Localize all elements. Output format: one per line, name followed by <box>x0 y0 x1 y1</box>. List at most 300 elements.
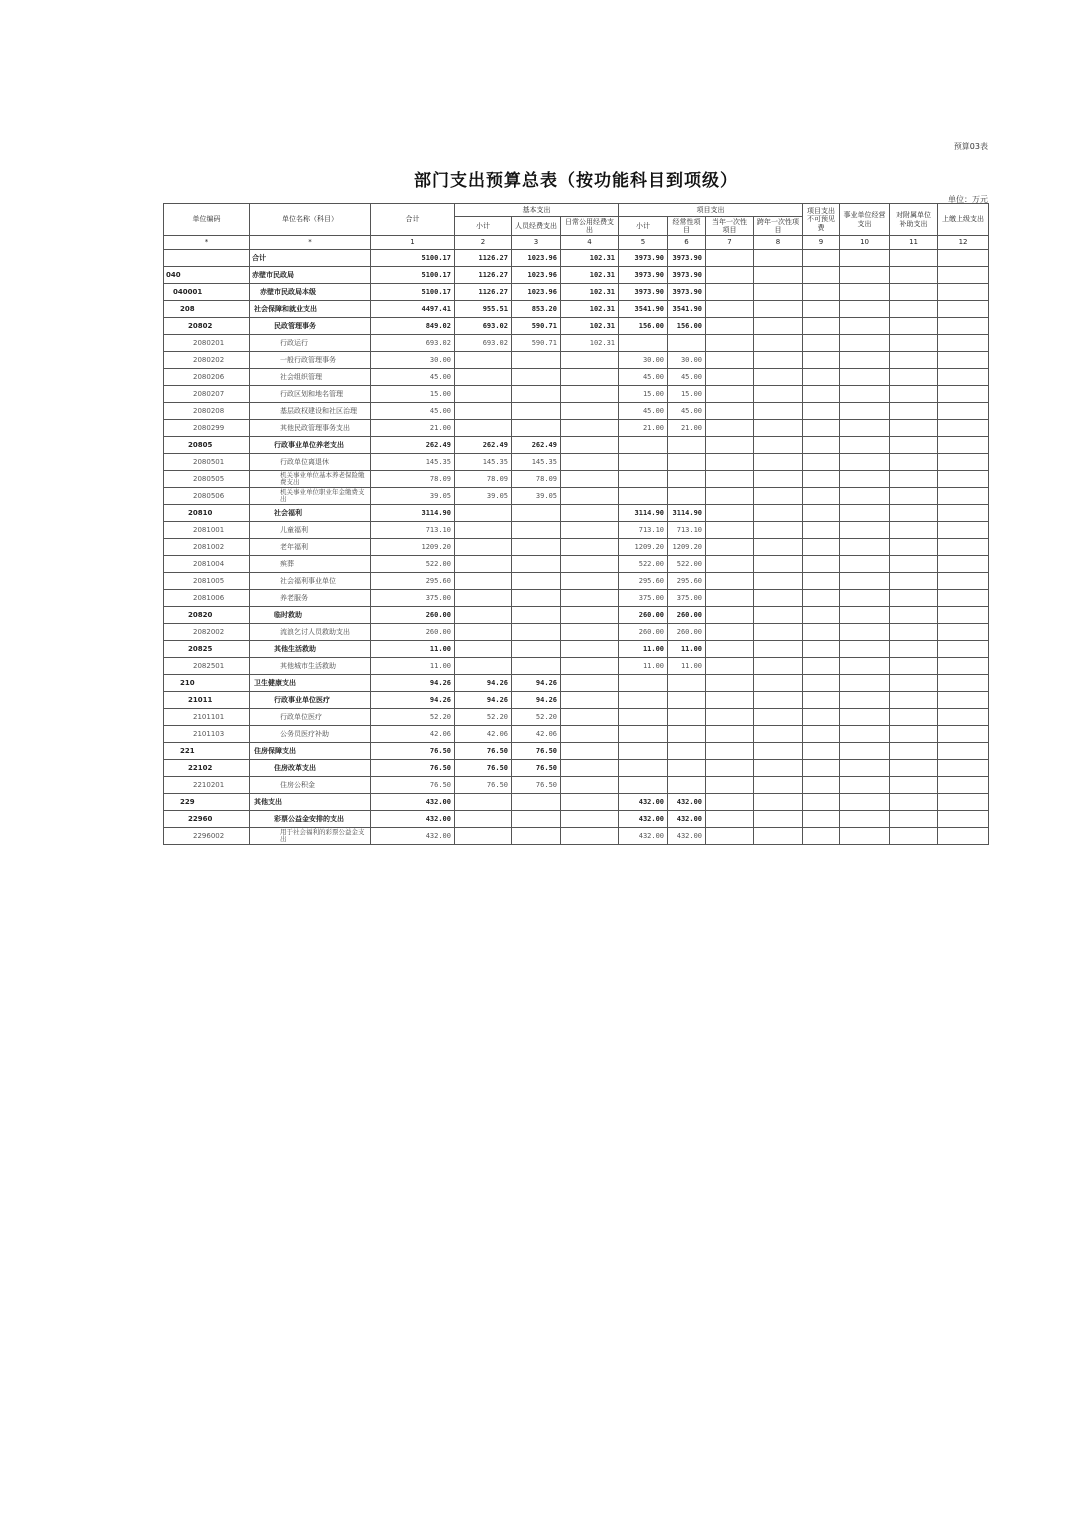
personnel-cell: 76.50 <box>512 743 561 760</box>
total-cell: 693.02 <box>371 335 455 352</box>
routine-project-cell: 3973.90 <box>668 267 706 284</box>
basic-subtotal-cell <box>455 522 512 539</box>
routine-project-cell: 432.00 <box>668 811 706 828</box>
unforeseen-cell <box>803 369 840 386</box>
table-row <box>164 692 989 709</box>
code-cell: 2082002 <box>164 624 250 641</box>
multiyear-onetime-cell <box>754 726 803 743</box>
total-cell: 5100.17 <box>371 250 455 267</box>
routine-project-cell <box>668 709 706 726</box>
project-subtotal-cell: 3541.90 <box>619 301 668 318</box>
basic-subtotal-cell <box>455 658 512 675</box>
subsidy-cell <box>890 692 938 709</box>
code-cell: 2082501 <box>164 658 250 675</box>
public-institution-cell <box>840 641 890 658</box>
public-funds-cell <box>561 675 619 692</box>
header-project: 项目支出 <box>619 204 803 217</box>
project-subtotal-cell: 432.00 <box>619 828 668 845</box>
multiyear-onetime-cell <box>754 607 803 624</box>
personnel-cell <box>512 403 561 420</box>
basic-subtotal-cell: 693.02 <box>455 335 512 352</box>
table-row <box>164 709 989 726</box>
multiyear-onetime-cell <box>754 811 803 828</box>
upper-payment-cell <box>938 420 989 437</box>
project-subtotal-cell <box>619 726 668 743</box>
name-cell: 公务员医疗补助 <box>250 726 371 743</box>
unforeseen-cell <box>803 675 840 692</box>
table-row <box>164 828 989 845</box>
code-cell: 221 <box>164 743 250 760</box>
upper-payment-cell <box>938 573 989 590</box>
personnel-cell: 94.26 <box>512 692 561 709</box>
routine-project-cell: 295.60 <box>668 573 706 590</box>
multiyear-onetime-cell <box>754 828 803 845</box>
personnel-cell: 1023.96 <box>512 250 561 267</box>
personnel-cell: 76.50 <box>512 777 561 794</box>
code-cell: 2081006 <box>164 590 250 607</box>
routine-project-cell: 3114.90 <box>668 505 706 522</box>
table-row <box>164 420 989 437</box>
unforeseen-cell <box>803 420 840 437</box>
personnel-cell: 145.35 <box>512 454 561 471</box>
upper-payment-cell <box>938 692 989 709</box>
header-basic: 基本支出 <box>455 204 619 217</box>
unforeseen-cell <box>803 386 840 403</box>
project-subtotal-cell: 713.10 <box>619 522 668 539</box>
code-cell: 21011 <box>164 692 250 709</box>
header-current-onetime: 当年一次性项目 <box>706 217 754 236</box>
index-cell: * <box>164 236 250 250</box>
table-row <box>164 522 989 539</box>
subsidy-cell <box>890 488 938 505</box>
personnel-cell: 42.06 <box>512 726 561 743</box>
routine-project-cell <box>668 437 706 454</box>
basic-subtotal-cell: 39.05 <box>455 488 512 505</box>
current-onetime-cell <box>706 386 754 403</box>
multiyear-onetime-cell <box>754 420 803 437</box>
multiyear-onetime-cell <box>754 471 803 488</box>
public-institution-cell <box>840 437 890 454</box>
project-subtotal-cell: 3973.90 <box>619 284 668 301</box>
name-cell: 住房保障支出 <box>250 743 371 760</box>
total-cell: 522.00 <box>371 556 455 573</box>
upper-payment-cell <box>938 590 989 607</box>
code-cell: 20810 <box>164 505 250 522</box>
routine-project-cell: 1209.20 <box>668 539 706 556</box>
unforeseen-cell <box>803 590 840 607</box>
index-cell: 4 <box>561 236 619 250</box>
header-project-subtotal: 小计 <box>619 217 668 236</box>
project-subtotal-cell <box>619 777 668 794</box>
project-subtotal-cell <box>619 335 668 352</box>
unforeseen-cell <box>803 267 840 284</box>
project-subtotal-cell: 45.00 <box>619 403 668 420</box>
routine-project-cell: 45.00 <box>668 369 706 386</box>
public-institution-cell <box>840 403 890 420</box>
public-funds-cell <box>561 488 619 505</box>
project-subtotal-cell: 260.00 <box>619 607 668 624</box>
routine-project-cell: 3541.90 <box>668 301 706 318</box>
unforeseen-cell <box>803 352 840 369</box>
unforeseen-cell <box>803 726 840 743</box>
public-institution-cell <box>840 573 890 590</box>
basic-subtotal-cell: 76.50 <box>455 743 512 760</box>
routine-project-cell: 522.00 <box>668 556 706 573</box>
subsidy-cell <box>890 522 938 539</box>
public-institution-cell <box>840 267 890 284</box>
public-institution-cell <box>840 811 890 828</box>
current-onetime-cell <box>706 352 754 369</box>
public-funds-cell <box>561 641 619 658</box>
public-institution-cell <box>840 420 890 437</box>
code-cell: 208 <box>164 301 250 318</box>
subsidy-cell <box>890 607 938 624</box>
name-cell: 行政事业单位养老支出 <box>250 437 371 454</box>
public-funds-cell <box>561 522 619 539</box>
name-cell: 社会福利事业单位 <box>250 573 371 590</box>
subsidy-cell <box>890 811 938 828</box>
index-cell: 2 <box>455 236 512 250</box>
table-row <box>164 760 989 777</box>
public-funds-cell <box>561 794 619 811</box>
basic-subtotal-cell <box>455 556 512 573</box>
current-onetime-cell <box>706 760 754 777</box>
routine-project-cell: 15.00 <box>668 386 706 403</box>
name-cell: 行政运行 <box>250 335 371 352</box>
upper-payment-cell <box>938 301 989 318</box>
subsidy-cell <box>890 335 938 352</box>
current-onetime-cell <box>706 335 754 352</box>
table-row <box>164 607 989 624</box>
code-cell: 2210201 <box>164 777 250 794</box>
unforeseen-cell <box>803 709 840 726</box>
table-row <box>164 811 989 828</box>
public-institution-cell <box>840 624 890 641</box>
index-cell: 1 <box>371 236 455 250</box>
name-cell: 住房改革支出 <box>250 760 371 777</box>
table-row <box>164 556 989 573</box>
current-onetime-cell <box>706 777 754 794</box>
current-onetime-cell <box>706 811 754 828</box>
public-funds-cell <box>561 573 619 590</box>
multiyear-onetime-cell <box>754 352 803 369</box>
personnel-cell <box>512 607 561 624</box>
unforeseen-cell <box>803 318 840 335</box>
upper-payment-cell <box>938 658 989 675</box>
public-funds-cell: 102.31 <box>561 335 619 352</box>
basic-subtotal-cell <box>455 403 512 420</box>
subsidy-cell <box>890 777 938 794</box>
routine-project-cell <box>668 488 706 505</box>
basic-subtotal-cell: 1126.27 <box>455 284 512 301</box>
routine-project-cell <box>668 777 706 794</box>
current-onetime-cell <box>706 437 754 454</box>
name-cell: 赤壁市民政局 <box>250 267 371 284</box>
name-cell: 彩票公益金安排的支出 <box>250 811 371 828</box>
name-cell: 行政事业单位医疗 <box>250 692 371 709</box>
upper-payment-cell <box>938 828 989 845</box>
name-cell: 儿童福利 <box>250 522 371 539</box>
table-row <box>164 675 989 692</box>
unforeseen-cell <box>803 573 840 590</box>
current-onetime-cell <box>706 709 754 726</box>
routine-project-cell: 375.00 <box>668 590 706 607</box>
project-subtotal-cell: 11.00 <box>619 658 668 675</box>
multiyear-onetime-cell <box>754 267 803 284</box>
upper-payment-cell <box>938 250 989 267</box>
multiyear-onetime-cell <box>754 488 803 505</box>
public-institution-cell <box>840 352 890 369</box>
name-cell: 赤壁市民政局本级 <box>250 284 371 301</box>
unforeseen-cell <box>803 488 840 505</box>
upper-payment-cell <box>938 318 989 335</box>
total-cell: 262.49 <box>371 437 455 454</box>
name-cell: 住房公积金 <box>250 777 371 794</box>
code-cell <box>164 250 250 267</box>
project-subtotal-cell <box>619 743 668 760</box>
code-cell: 2080299 <box>164 420 250 437</box>
routine-project-cell <box>668 726 706 743</box>
personnel-cell <box>512 522 561 539</box>
public-institution-cell <box>840 828 890 845</box>
unforeseen-cell <box>803 624 840 641</box>
upper-payment-cell <box>938 777 989 794</box>
subsidy-cell <box>890 675 938 692</box>
personnel-cell <box>512 658 561 675</box>
current-onetime-cell <box>706 828 754 845</box>
basic-subtotal-cell: 262.49 <box>455 437 512 454</box>
multiyear-onetime-cell <box>754 658 803 675</box>
table-row <box>164 777 989 794</box>
upper-payment-cell <box>938 743 989 760</box>
public-funds-cell: 102.31 <box>561 301 619 318</box>
current-onetime-cell <box>706 590 754 607</box>
total-cell: 145.35 <box>371 454 455 471</box>
code-cell: 210 <box>164 675 250 692</box>
public-institution-cell <box>840 318 890 335</box>
personnel-cell <box>512 811 561 828</box>
basic-subtotal-cell: 145.35 <box>455 454 512 471</box>
personnel-cell: 1023.96 <box>512 284 561 301</box>
code-cell: 20825 <box>164 641 250 658</box>
table-row <box>164 437 989 454</box>
multiyear-onetime-cell <box>754 335 803 352</box>
code-cell: 22960 <box>164 811 250 828</box>
public-funds-cell <box>561 369 619 386</box>
basic-subtotal-cell <box>455 573 512 590</box>
table-row <box>164 267 989 284</box>
total-cell: 260.00 <box>371 607 455 624</box>
basic-subtotal-cell <box>455 539 512 556</box>
multiyear-onetime-cell <box>754 284 803 301</box>
subsidy-cell <box>890 624 938 641</box>
total-cell: 78.09 <box>371 471 455 488</box>
multiyear-onetime-cell <box>754 437 803 454</box>
name-cell: 其他城市生活救助 <box>250 658 371 675</box>
public-institution-cell <box>840 760 890 777</box>
name-cell: 行政单位医疗 <box>250 709 371 726</box>
public-institution-cell <box>840 556 890 573</box>
personnel-cell: 94.26 <box>512 675 561 692</box>
personnel-cell: 52.20 <box>512 709 561 726</box>
name-cell: 养老服务 <box>250 590 371 607</box>
public-institution-cell <box>840 454 890 471</box>
project-subtotal-cell: 3114.90 <box>619 505 668 522</box>
subsidy-cell <box>890 420 938 437</box>
public-funds-cell <box>561 420 619 437</box>
routine-project-cell: 11.00 <box>668 641 706 658</box>
basic-subtotal-cell <box>455 420 512 437</box>
routine-project-cell <box>668 335 706 352</box>
current-onetime-cell <box>706 573 754 590</box>
code-cell: 2081001 <box>164 522 250 539</box>
basic-subtotal-cell <box>455 641 512 658</box>
public-funds-cell <box>561 352 619 369</box>
header-unforeseen: 项目支出不可预见费 <box>803 204 840 236</box>
total-cell: 260.00 <box>371 624 455 641</box>
current-onetime-cell <box>706 675 754 692</box>
name-cell: 其他支出 <box>250 794 371 811</box>
name-cell: 机关事业单位基本养老保险缴费支出 <box>250 471 371 488</box>
personnel-cell <box>512 386 561 403</box>
unforeseen-cell <box>803 301 840 318</box>
index-cell: 3 <box>512 236 561 250</box>
table-row <box>164 658 989 675</box>
total-cell: 1209.20 <box>371 539 455 556</box>
code-cell: 040001 <box>164 284 250 301</box>
upper-payment-cell <box>938 726 989 743</box>
basic-subtotal-cell <box>455 590 512 607</box>
index-cell: 12 <box>938 236 989 250</box>
multiyear-onetime-cell <box>754 403 803 420</box>
project-subtotal-cell: 3973.90 <box>619 250 668 267</box>
public-institution-cell <box>840 590 890 607</box>
subsidy-cell <box>890 284 938 301</box>
upper-payment-cell <box>938 709 989 726</box>
total-cell: 21.00 <box>371 420 455 437</box>
total-cell: 94.26 <box>371 692 455 709</box>
table-row <box>164 488 989 505</box>
unforeseen-cell <box>803 794 840 811</box>
project-subtotal-cell: 30.00 <box>619 352 668 369</box>
upper-payment-cell <box>938 760 989 777</box>
current-onetime-cell <box>706 624 754 641</box>
table-row <box>164 743 989 760</box>
personnel-cell <box>512 624 561 641</box>
public-funds-cell <box>561 505 619 522</box>
code-cell: 040 <box>164 267 250 284</box>
project-subtotal-cell: 432.00 <box>619 811 668 828</box>
public-funds-cell <box>561 658 619 675</box>
public-funds-cell <box>561 811 619 828</box>
total-cell: 39.05 <box>371 488 455 505</box>
subsidy-cell <box>890 386 938 403</box>
routine-project-cell <box>668 743 706 760</box>
public-institution-cell <box>840 250 890 267</box>
project-subtotal-cell: 45.00 <box>619 369 668 386</box>
public-institution-cell <box>840 726 890 743</box>
basic-subtotal-cell <box>455 794 512 811</box>
basic-subtotal-cell <box>455 369 512 386</box>
current-onetime-cell <box>706 318 754 335</box>
routine-project-cell <box>668 454 706 471</box>
personnel-cell <box>512 794 561 811</box>
current-onetime-cell <box>706 522 754 539</box>
personnel-cell: 853.20 <box>512 301 561 318</box>
basic-subtotal-cell <box>455 607 512 624</box>
name-cell: 社会保障和就业支出 <box>250 301 371 318</box>
unforeseen-cell <box>803 658 840 675</box>
project-subtotal-cell <box>619 692 668 709</box>
index-cell: * <box>250 236 371 250</box>
current-onetime-cell <box>706 505 754 522</box>
multiyear-onetime-cell <box>754 454 803 471</box>
header-subsidy: 对附属单位补助支出 <box>890 204 938 236</box>
total-cell: 42.06 <box>371 726 455 743</box>
public-funds-cell: 102.31 <box>561 267 619 284</box>
multiyear-onetime-cell <box>754 743 803 760</box>
public-funds-cell: 102.31 <box>561 250 619 267</box>
name-cell: 其他生活救助 <box>250 641 371 658</box>
public-institution-cell <box>840 658 890 675</box>
header-multiyear-onetime: 跨年一次性项目 <box>754 217 803 236</box>
personnel-cell <box>512 539 561 556</box>
name-cell: 合计 <box>250 250 371 267</box>
multiyear-onetime-cell <box>754 641 803 658</box>
public-institution-cell <box>840 284 890 301</box>
public-funds-cell <box>561 709 619 726</box>
project-subtotal-cell: 21.00 <box>619 420 668 437</box>
table-row <box>164 573 989 590</box>
public-institution-cell <box>840 335 890 352</box>
current-onetime-cell <box>706 301 754 318</box>
multiyear-onetime-cell <box>754 505 803 522</box>
public-funds-cell <box>561 777 619 794</box>
public-funds-cell <box>561 556 619 573</box>
total-cell: 45.00 <box>371 369 455 386</box>
public-institution-cell <box>840 301 890 318</box>
header-public-institution: 事业单位经营支出 <box>840 204 890 236</box>
personnel-cell: 78.09 <box>512 471 561 488</box>
personnel-cell <box>512 352 561 369</box>
basic-subtotal-cell: 1126.27 <box>455 267 512 284</box>
routine-project-cell: 3973.90 <box>668 284 706 301</box>
table-row <box>164 352 989 369</box>
table-row <box>164 403 989 420</box>
upper-payment-cell <box>938 539 989 556</box>
unit-label: 单位：万元 <box>948 195 988 204</box>
subsidy-cell <box>890 403 938 420</box>
unforeseen-cell <box>803 556 840 573</box>
project-subtotal-cell <box>619 471 668 488</box>
code-cell: 2101101 <box>164 709 250 726</box>
total-cell: 295.60 <box>371 573 455 590</box>
upper-payment-cell <box>938 267 989 284</box>
routine-project-cell <box>668 760 706 777</box>
subsidy-cell <box>890 505 938 522</box>
public-funds-cell <box>561 539 619 556</box>
total-cell: 4497.41 <box>371 301 455 318</box>
total-cell: 5100.17 <box>371 284 455 301</box>
subsidy-cell <box>890 369 938 386</box>
public-institution-cell <box>840 794 890 811</box>
subsidy-cell <box>890 641 938 658</box>
code-cell: 2081004 <box>164 556 250 573</box>
project-subtotal-cell: 156.00 <box>619 318 668 335</box>
unforeseen-cell <box>803 743 840 760</box>
current-onetime-cell <box>706 250 754 267</box>
name-cell: 流浪乞讨人员救助支出 <box>250 624 371 641</box>
